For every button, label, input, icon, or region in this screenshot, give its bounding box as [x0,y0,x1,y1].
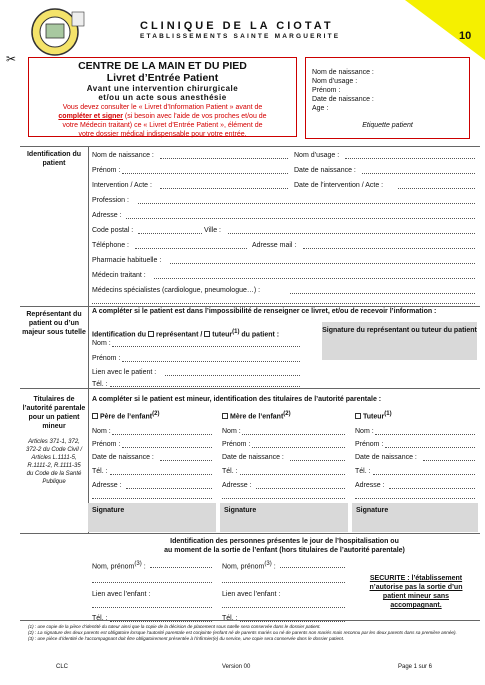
section-identification-title: Identification du patient [26,151,82,167]
input-nom-naissance[interactable] [160,158,288,159]
pere-field-adresse: Adresse : [92,482,122,489]
mere-field-tel: Tél. : [222,468,238,475]
pere-input-nom[interactable] [112,434,212,435]
checkbox-pere[interactable] [92,413,98,419]
input-code-postal[interactable] [138,233,202,234]
yellow-corner-triangle [405,0,485,60]
section-titulaires-title: Titulaires de l’autorité parentale pour un patient mineur [22,396,86,430]
signature-mere-label: Signature [224,507,257,514]
pere-input-adresse-2[interactable] [92,498,212,499]
input-date-naissance[interactable] [362,173,475,174]
signature-pere-box[interactable] [88,503,216,532]
input-adresse-mail[interactable] [303,248,475,249]
clinic-name: CLINIQUE DE LA CIOTAT [140,20,334,32]
field-telephone: Téléphone : [92,242,129,249]
field-nom-naissance: Nom de naissance : [92,152,154,159]
patient-label-box [305,57,470,139]
field-profession: Profession : [92,197,129,204]
clinic-logo [28,6,86,58]
tuteur-input-prenom[interactable] [385,447,475,448]
mere-field-nom: Nom : [222,428,241,435]
tuteur-field-date: Date de naissance : [355,454,417,461]
sortie-field-tel-2: Tél. : [222,615,238,622]
field-adresse-mail: Adresse mail : [252,242,297,249]
sortie-input-nom-2b[interactable] [222,582,345,583]
title-line3: Avant une intervention chirurgicale [86,84,239,93]
rep-field-prenom: Prénom : [92,355,121,362]
signature-representant-label: Signature du représentant ou tuteur du patient [322,327,477,334]
sortie-title: Identification des personnes présentes le jour de l’hospitalisation ou au moment de la sortie de l’enfant (hors titulaires de l’autorité parentale) [164,538,405,554]
page-number: 10 [459,30,472,42]
col-mere: Mère de l’enfant$^{(2)}$ [222,410,291,421]
sortie-field-lien-1: Lien avec l’enfant : [92,591,151,598]
footnote-3: (3) : une pièce d’identité de l’accompagnant doit être obligatoirement présentée à l’infirmier(e) du service, une copie sera conservée dans le dossier patient. [28,636,345,641]
sortie-input-lien-2[interactable] [222,607,345,608]
scissors-icon: ✂ [6,52,17,66]
checkbox-representant[interactable] [148,331,154,337]
pere-field-nom: Nom : [92,428,111,435]
footer-right: Page 1 sur 6 [398,664,433,670]
input-intervention[interactable] [160,188,288,189]
tuteur-input-adresse-2[interactable] [355,498,475,499]
sortie-input-tel-1[interactable] [110,621,212,622]
input-adresse[interactable] [126,218,475,219]
sortie-input-nom-1b[interactable] [92,582,212,583]
label-field-nom-usage: Nom d’usage : [312,78,358,85]
pere-field-tel: Tél. : [92,468,108,475]
mere-input-adresse[interactable] [256,488,345,489]
tuteur-field-prenom: Prénom : [355,441,384,448]
sortie-input-nom-2[interactable] [280,567,345,568]
mere-input-adresse-2[interactable] [222,498,345,499]
mere-input-tel[interactable] [240,474,345,475]
representant-ident: Identification du représentant / tuteur$^{(1)}$ du patient : [92,329,280,339]
field-pharmacie: Pharmacie habituelle : [92,257,162,264]
field-ville: Ville : [204,227,221,234]
tuteur-field-tel: Tél. : [355,468,371,475]
pere-input-prenom[interactable] [122,447,212,448]
field-nom-usage: Nom d’usage : [294,152,340,159]
tuteur-input-tel[interactable] [373,474,475,475]
tuteur-field-adresse: Adresse : [355,482,385,489]
input-ville[interactable] [228,233,475,234]
clinic-subtitle: ETABLISSEMENTS SAINTE MARGUERITE [140,33,341,40]
mere-input-prenom[interactable] [252,447,345,448]
sortie-field-nom-2: Nom, prénom$^{(3)}$ : [222,561,276,571]
mere-field-date: Date de naissance : [222,454,284,461]
notice-emphasis: compléter et signer [58,113,123,120]
rep-input-nom[interactable] [112,346,300,347]
pere-input-adresse[interactable] [126,488,212,489]
section-representant-title: Représentant du patient ou d’un majeur sous tutelle [22,311,86,336]
pere-field-date: Date de naissance : [92,454,154,461]
label-caption: Etiquette patient [362,122,413,129]
sortie-input-tel-2[interactable] [240,621,345,622]
label-field-prenom: Prénom : [312,87,341,94]
field-date-intervention: Date de l’intervention / Acte : [294,182,384,189]
field-prenom: Prénom : [92,167,121,174]
signature-pere-label: Signature [92,507,125,514]
checkbox-tuteur[interactable] [204,331,210,337]
tuteur-input-date[interactable] [423,460,475,461]
pere-field-prenom: Prénom : [92,441,121,448]
title-line2: Livret d’Entrée Patient [106,72,219,84]
sortie-input-nom-1[interactable] [150,567,212,568]
titulaires-articles: Articles 371-1, 372, 372-2 du Code Civil / Articles L.1111-5, R.1111-2, R.1111-35 du Code de la Santé Publique [25,439,83,485]
signature-tuteur-box[interactable] [352,503,478,532]
tuteur-field-nom: Nom : [355,428,374,435]
footnotes [28,624,478,642]
rep-input-tel[interactable] [110,386,300,387]
rep-field-nom: Nom : [92,340,111,347]
field-code-postal: Code postal : [92,227,134,234]
field-medecin-traitant: Médecin traitant : [92,272,146,279]
input-telephone[interactable] [135,248,247,249]
title-line4: et/ou un acte sous anesthésie [98,93,227,102]
sortie-input-lien-1[interactable] [92,607,212,608]
col-tuteur: Tuteur$^{(1)}$ [355,410,392,421]
label-field-nom-naissance: Nom de naissance : [312,69,374,76]
input-pharmacie[interactable] [170,263,475,264]
field-intervention: Intervention / Acte : [92,182,152,189]
sortie-field-nom-1: Nom, prénom$^{(3)}$ : [92,561,146,571]
mere-input-nom[interactable] [242,434,345,435]
field-adresse: Adresse : [92,212,122,219]
label-field-date-naissance: Date de naissance : [312,96,374,103]
title-line1: CENTRE DE LA MAIN ET DU PIED [78,60,247,72]
mere-field-prenom: Prénom : [222,441,251,448]
representant-intro: A compléter si le patient est dans l’impossibilité de renseigner ce livret, et/ou de recevoir l’information : [92,308,437,315]
rep-input-prenom[interactable] [122,361,300,362]
pere-input-tel[interactable] [110,474,212,475]
checkbox-mere[interactable] [222,413,228,419]
sortie-field-tel-1: Tél. : [92,615,108,622]
title-box [28,57,297,137]
field-date-naissance: Date de naissance : [294,167,356,174]
titulaires-intro: A compléter si le patient est mineur, identification des titulaires de l’autorité parentale : [92,396,382,403]
input-medecins-specialistes[interactable] [290,293,475,294]
tuteur-input-nom[interactable] [375,434,475,435]
input-medecins-specialistes-2[interactable] [92,303,475,304]
input-date-intervention[interactable] [398,188,475,189]
sortie-field-lien-2: Lien avec l’enfant : [222,591,281,598]
rep-field-lien: Lien avec le patient : [92,369,157,376]
input-profession[interactable] [138,203,475,204]
label-field-age: Age : [312,105,329,112]
input-medecin-traitant[interactable] [154,278,475,279]
col-pere: Père de l’enfant$^{(2)}$ [92,410,159,421]
signature-tuteur-label: Signature [356,507,389,514]
mere-input-date[interactable] [290,460,345,461]
input-prenom[interactable] [122,173,288,174]
rep-input-lien[interactable] [165,375,300,376]
pere-input-date[interactable] [160,460,212,461]
footnote-2: (2) : La signature des deux parents est obligatoire lorsque l’autorité parentale est conjointe (enfant né de parents mariés ou né de parents non mariés mais reconnu par les deux parents dans sa première année). [28,630,457,635]
input-nom-usage[interactable] [345,158,475,159]
tuteur-input-adresse[interactable] [389,488,475,489]
field-medecins-specialistes: Médecins spécialistes (cardiologue, pneumologue…) : [92,287,261,294]
notice-text: Vous devez consulter le « Livret d’Information Patient » avant de compléter et signer (si besoin avec l’aide de vos proches et/ou de votre Médecin traitant) ce « Livret d’Entrée Patient », élément de votre dossier médical indispensable pour votre entrée. [58,104,267,138]
signature-mere-box[interactable] [220,503,348,532]
securite-notice: SECURITE : l’établissement n’autorise pas la sortie d’un patient mineur sans accompagnant. [369,575,463,609]
checkbox-tuteur-mineur[interactable] [355,413,361,419]
footnote-1: (1) : une copie de la pièce d’identité du tuteur ainsi que la copie de la décision de placement sous tutelle sera conservée dans le dossier patient. [28,624,321,629]
rep-field-tel: Tél. : [92,381,108,388]
signature-representant-box[interactable] [322,322,477,360]
mere-field-adresse: Adresse : [222,482,252,489]
footer-left: CLC [56,664,69,670]
footer-center: Version 00 [222,664,251,670]
